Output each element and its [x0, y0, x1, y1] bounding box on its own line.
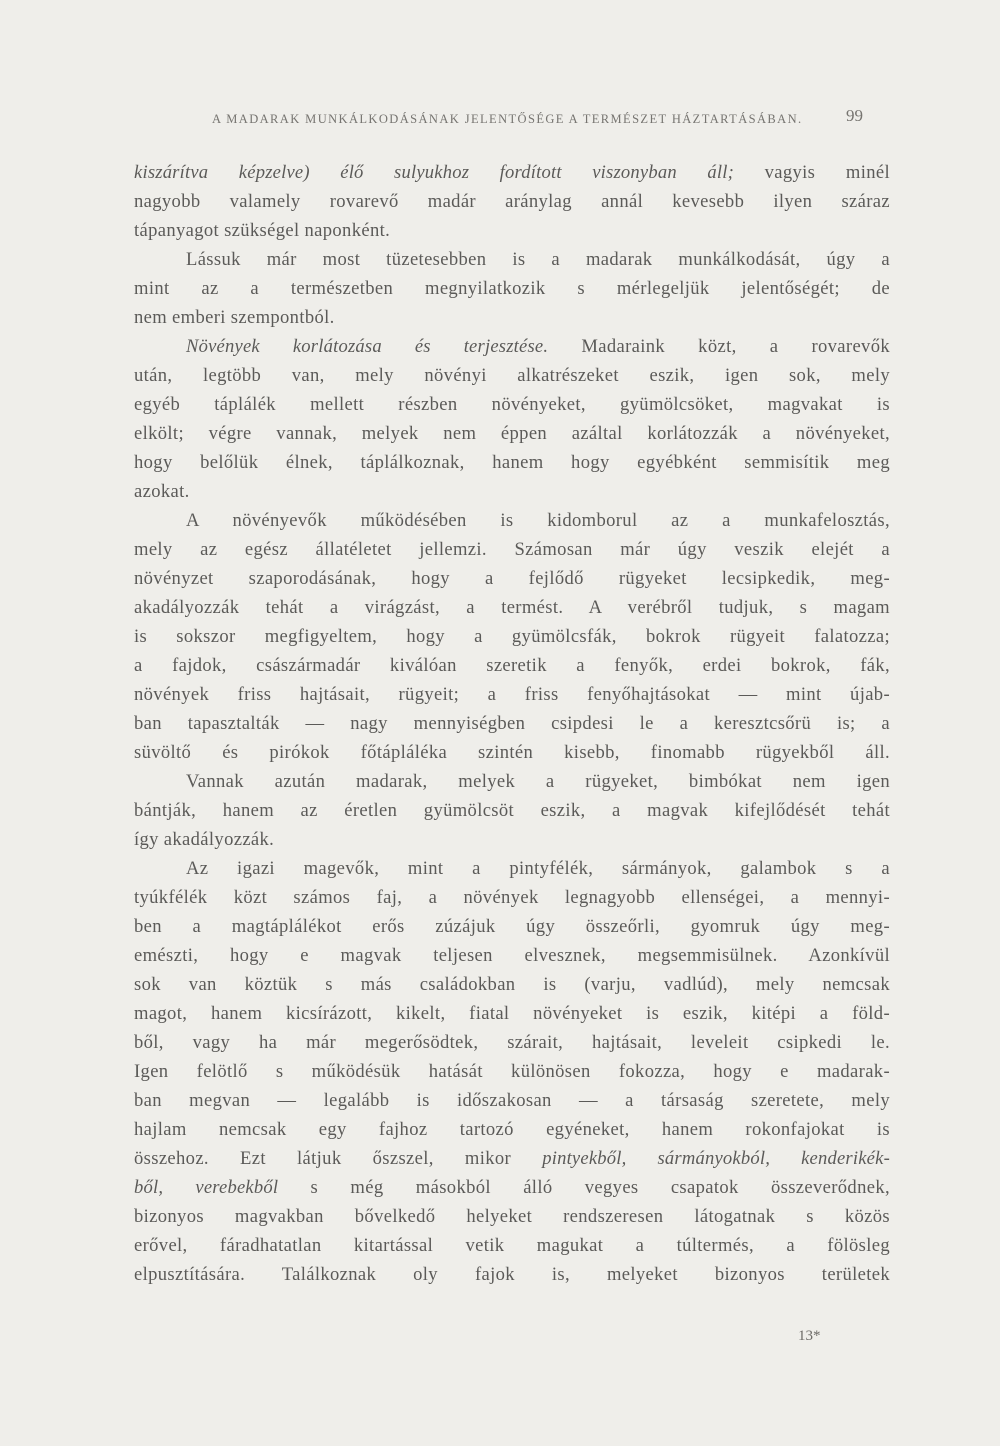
line-text: Lássuk már most tüzetesebben is a madarak munkálkodását, úgy a — [186, 249, 890, 270]
text-line — [134, 535, 890, 564]
line-text: A növényevők működésében is kidomborul az a munkafelosztás, — [186, 510, 890, 531]
text-line — [134, 738, 890, 767]
line-text: emészti, hogy e magvak teljesen elvesznek, megsemmisülnek. Azonkívül — [134, 945, 890, 966]
text-line — [134, 1057, 890, 1086]
italic-phrase: Növények korlátozása és terjesztése. — [186, 336, 549, 357]
text-line — [134, 970, 890, 999]
line-text: elpusztítására. Találkoznak oly fajok is, melyeket bizonyos területek — [134, 1264, 890, 1285]
line-text: is sokszor megfigyeltem, hogy a gyümölcsfák, bokrok rügyeit falatozza; — [134, 626, 890, 647]
text-line — [134, 419, 890, 448]
line-text: mint az a természetben megnyilatkozik s mérlegeljük jelentőségét; de — [134, 278, 890, 299]
text-line — [134, 448, 890, 477]
line-text: süvöltő és pirókok főtápláléka szintén kisebb, finomabb rügyekből áll. — [134, 742, 890, 763]
text-line — [134, 390, 890, 419]
text-line — [134, 796, 890, 825]
text-line — [134, 1144, 890, 1173]
line-text: magot, hanem kicsírázott, kikelt, fiatal növényeket is eszik, kitépi a föld- — [134, 1003, 890, 1024]
text-line — [134, 158, 890, 187]
italic-phrase: pintyekből, sármányokból, kenderikék- — [542, 1148, 890, 1169]
text-line — [134, 332, 890, 361]
signature-mark: 13* — [798, 1328, 821, 1344]
line-text: hogy belőlük élnek, táplálkoznak, hanem hogy egyébként semmisítik meg — [134, 452, 890, 473]
text-line — [134, 912, 890, 941]
line-text: akadályozzák tehát a virágzást, a termést. A verébről tudjuk, s magam — [134, 597, 890, 618]
text-line — [134, 825, 890, 854]
line-text: erővel, fáradhatatlan kitartással vetik magukat a túltermés, a fölösleg — [134, 1235, 890, 1256]
text-line — [134, 999, 890, 1028]
line-text: összehoz. Ezt látjuk őszszel, mikor — [134, 1148, 543, 1169]
text-line — [134, 1086, 890, 1115]
line-text: növényzet szaporodásának, hogy a fejlődő rügyeket lecsipkedik, meg- — [134, 568, 890, 589]
line-text: bizonyos magvakban bővelkedő helyeket rendszeresen látogatnak s közös — [134, 1206, 890, 1227]
text-line — [134, 680, 890, 709]
text-line — [134, 274, 890, 303]
text-line — [134, 1231, 890, 1260]
line-text: bántják, hanem az éretlen gyümölcsöt eszik, a magvak kifejlődését tehát — [134, 800, 890, 821]
line-text: nagyobb valamely rovarevő madár aránylag annál kevesebb ilyen száraz — [134, 191, 890, 212]
text-line — [134, 187, 890, 216]
text-line — [134, 593, 890, 622]
running-header: A MADARAK MUNKÁLKODÁSÁNAK JELENTŐSÉGE A TERMÉSZET HÁZTARTÁSÁBAN. — [212, 112, 803, 126]
line-text: Igen felötlő s működésük hatását különösen fokozza, hogy e madarak- — [134, 1061, 890, 1082]
line-text: sok van köztük s más családokban is (varju, vadlúd), mely nemcsak — [134, 974, 890, 995]
text-line — [134, 303, 890, 332]
line-text: így akadályozzák. — [134, 829, 275, 850]
line-text: ban megvan — legalább is időszakosan — a társaság szeretete, mely — [134, 1090, 890, 1111]
line-text: azokat. — [134, 481, 190, 502]
text-line — [134, 1115, 890, 1144]
line-text: Madaraink közt, a rovarevők — [548, 336, 890, 357]
page-number: 99 — [846, 106, 863, 125]
text-line — [134, 651, 890, 680]
line-text: Vannak azután madarak, melyek a rügyeket, bimbókat nem igen — [186, 771, 890, 792]
text-line — [134, 216, 890, 245]
italic-phrase: kiszárítva képzelve) élő sulyukhoz fordított viszonyban áll; — [134, 162, 734, 183]
line-text: ből, vagy ha már megerősödtek, szárait, hajtásait, leveleit csipkedi le. — [134, 1032, 890, 1053]
line-text: nem emberi szempontból. — [134, 307, 335, 328]
text-line — [134, 245, 890, 274]
text-line — [134, 767, 890, 796]
line-text: ban tapasztalták — nagy mennyiségben csipdesi le a keresztcsőrü is; a — [134, 713, 890, 734]
line-text: után, legtöbb van, mely növényi alkatrészeket eszik, igen sok, mely — [134, 365, 890, 386]
text-line — [134, 1260, 890, 1289]
line-text: tyúkfélék közt számos faj, a növények legnagyobb ellenségei, a mennyi- — [134, 887, 890, 908]
text-line — [134, 506, 890, 535]
text-line — [134, 883, 890, 912]
text-line — [134, 361, 890, 390]
text-line — [134, 1173, 890, 1202]
line-text: mely az egész állatéletet jellemzi. Számosan már úgy veszik elejét a — [134, 539, 890, 560]
text-line — [134, 1202, 890, 1231]
text-line — [134, 709, 890, 738]
line-text: Az igazi magevők, mint a pintyfélék, sármányok, galambok s a — [186, 858, 890, 879]
body-text — [134, 158, 890, 1289]
line-text: a fajdok, császármadár kiválóan szeretik a fenyők, erdei bokrok, fák, — [134, 655, 890, 676]
line-text: egyéb táplálék mellett részben növényeket, gyümölcsöket, magvakat is — [134, 394, 890, 415]
line-text: ben a magtáplálékot erős zúzájuk úgy összeőrli, gyomruk úgy meg- — [134, 916, 890, 937]
italic-phrase: ből, verebekből — [134, 1177, 279, 1198]
line-text: hajlam nemcsak egy fajhoz tartozó egyéneket, hanem rokonfajokat is — [134, 1119, 890, 1140]
line-text: elkölt; végre vannak, melyek nem éppen azáltal korlátozzák a növényeket, — [134, 423, 890, 444]
text-line — [134, 1028, 890, 1057]
line-text: s még másokból álló vegyes csapatok összeverődnek, — [278, 1177, 890, 1198]
text-line — [134, 854, 890, 883]
text-line — [134, 941, 890, 970]
text-line — [134, 477, 890, 506]
line-text: vagyis minél — [733, 162, 890, 183]
text-line — [134, 622, 890, 651]
text-line — [134, 564, 890, 593]
line-text: növények friss hajtásait, rügyeit; a friss fenyőhajtásokat — mint újab- — [134, 684, 890, 705]
line-text: tápanyagot szükségel naponként. — [134, 220, 391, 241]
